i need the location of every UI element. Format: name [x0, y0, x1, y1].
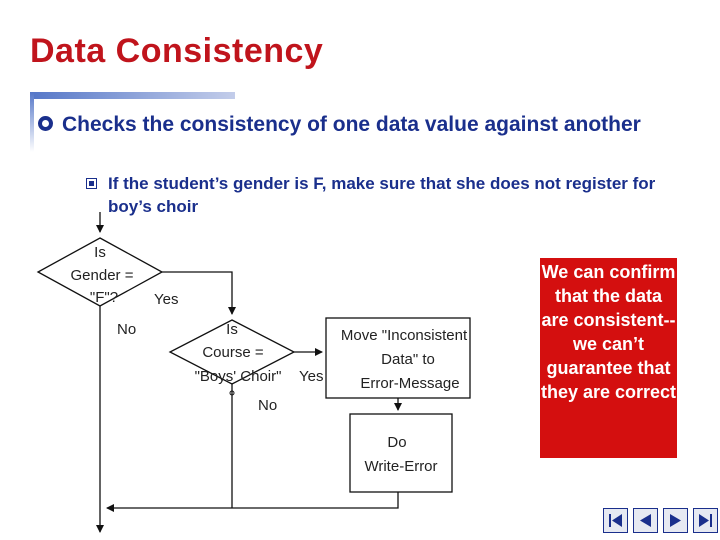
decision-course-line-3: "Boys' Choir": [194, 368, 282, 385]
bullet-level-2-text: If the student’s gender is F, make sure that she does not register for boy’s choir: [108, 174, 656, 216]
decision-gender-line-1: Is: [94, 244, 106, 261]
next-slide-button[interactable]: [663, 508, 688, 533]
decision-course-no-label: No: [258, 397, 278, 414]
last-slide-button[interactable]: [693, 508, 718, 533]
decision-gender-yes-label: Yes: [154, 291, 179, 308]
first-slide-button[interactable]: [603, 508, 628, 533]
next-slide-icon: [664, 509, 687, 532]
decision-gender-line-2: Gender =: [70, 267, 134, 284]
decision-course-line-2: Course =: [202, 344, 264, 361]
last-slide-icon: [694, 509, 717, 532]
previous-slide-button[interactable]: [633, 508, 658, 533]
process-write-error-box: [350, 414, 452, 492]
decision-course-yes-label: Yes: [299, 368, 324, 385]
decision-course-line-1: Is: [226, 321, 238, 338]
first-slide-icon: [604, 509, 627, 532]
process-write-line-1: Do: [387, 434, 407, 451]
conclusion-callout: We can confirm that the data are consistent--we can’t guarantee that they are correct: [540, 258, 677, 458]
process-move-line-2: Data" to: [381, 351, 435, 368]
decision-gender-line-3: "F"?: [89, 289, 119, 306]
process-write-line-2: Write-Error: [364, 458, 438, 475]
decision-gender-no-label: No: [117, 321, 137, 338]
process-move-line-1: Move "Inconsistent: [340, 327, 468, 344]
bullet-level-1-text: Checks the consistency of one data value against another: [62, 113, 641, 136]
previous-slide-icon: [634, 509, 657, 532]
process-move-line-3: Error-Message: [360, 375, 460, 392]
flow-join-line: [107, 492, 398, 508]
slide-title: Data Consistency: [30, 32, 324, 70]
